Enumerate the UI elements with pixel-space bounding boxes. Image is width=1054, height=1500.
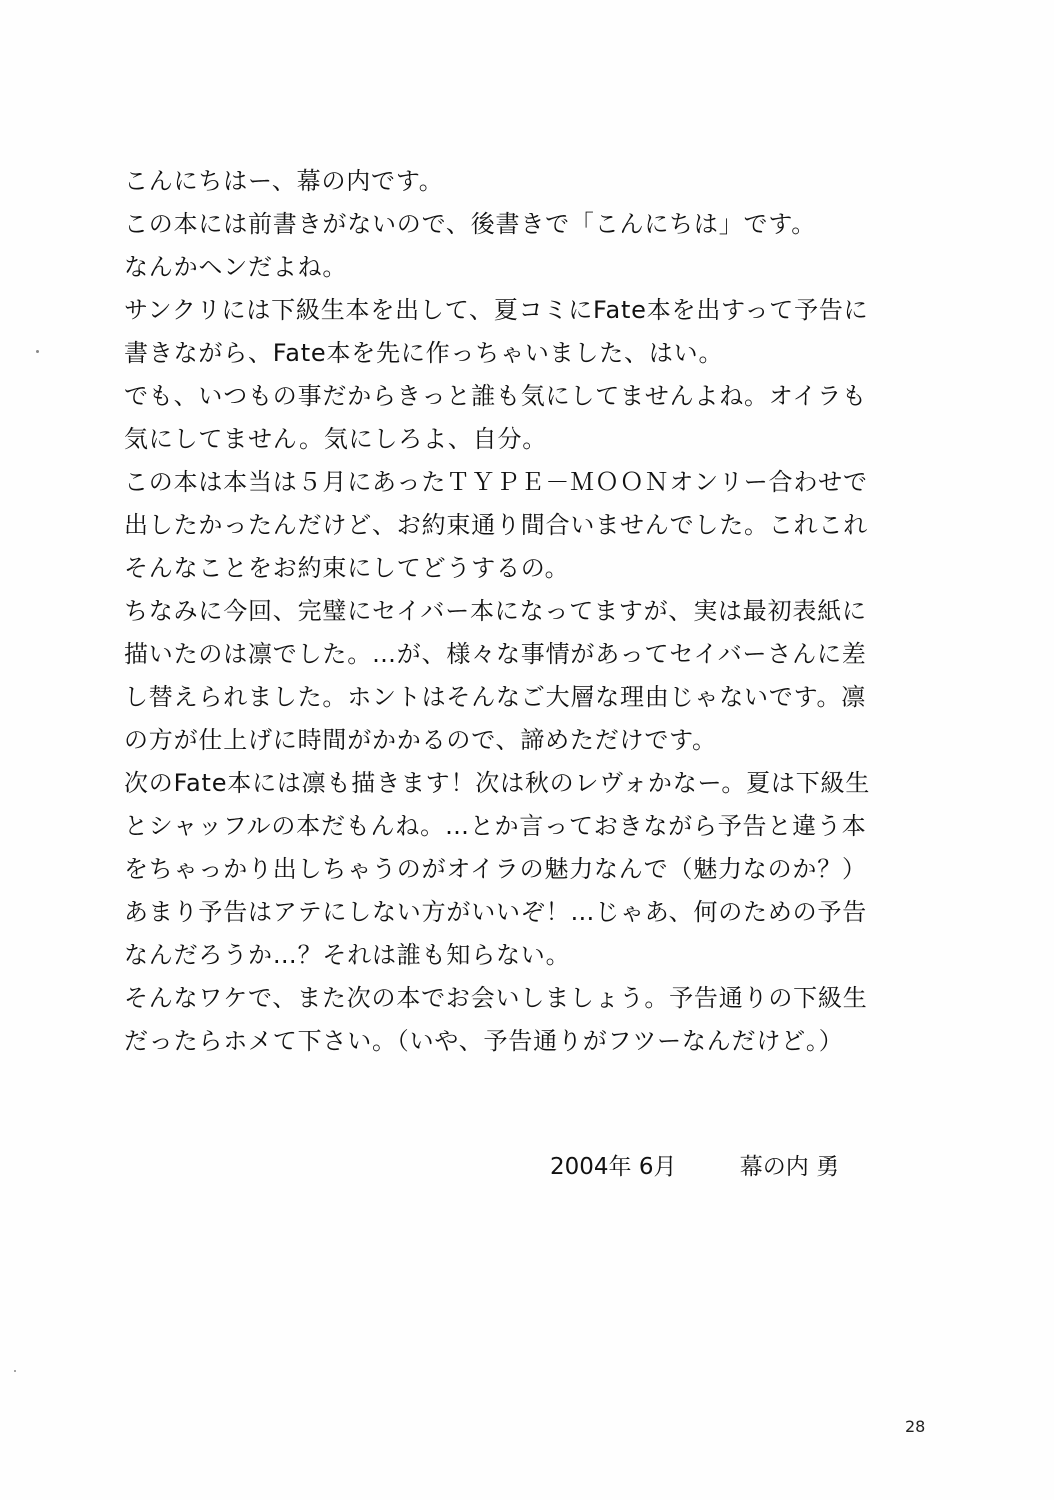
afterword-text: [124, 160, 924, 1063]
text-line: 気にしてません。気にしろよ、自分。: [124, 425, 548, 453]
text-line: でも、いつもの事だからきっと誰も気にしてませんよね。オイラも: [124, 382, 867, 410]
text-line: そんなワケで、また次の本でお会いしましょう。予告通りの下級生: [124, 984, 868, 1012]
text-line: 描いたのは凛でした。…が、様々な事情があってセイバーさんに差: [124, 640, 867, 668]
text-line: をちゃっかり出しちゃうのがオイラの魅力なんで（魅力なのか？）: [124, 855, 867, 883]
text-line: なんだろうか…？それは誰も知らない。: [124, 941, 571, 969]
text-line: し替えられました。ホントはそんなご大層な理由じゃないです。凛: [124, 683, 867, 711]
text-line: ちなみに今回、完璧にセイバー本になってますが、実は最初表紙に: [124, 597, 867, 625]
text-line: の方が仕上げに時間がかかるので、諦めただけです。: [124, 726, 717, 754]
text-line: 書きながら、Fate本を先に作っちゃいました、はい。: [124, 339, 724, 367]
text-line: この本には前書きがないので、後書きで「こんにちは」です。: [124, 210, 816, 238]
text-line: だったらホメて下さい。（いや、予告通りがフツーなんだけど。）: [124, 1027, 844, 1055]
scan-speck: [36, 350, 39, 353]
text-line: サンクリには下級生本を出して、夏コミにFate本を出すって予告に: [124, 296, 869, 324]
page-number: 28: [905, 1417, 926, 1436]
signature-author: 幕の内 勇: [739, 1154, 840, 1180]
text-line: そんなことをお約束にしてどうするの。: [124, 554, 570, 582]
text-line: この本は本当は５月にあったＴＹＰＥ－ＭＯＯＮオンリー合わせで: [124, 468, 868, 496]
scan-speck: [14, 1370, 16, 1372]
text-line: とシャッフルの本だもんね。…とか言っておきながら予告と違う本: [124, 812, 867, 840]
signature: [550, 1152, 839, 1182]
signature-date: 2004年 6月: [550, 1154, 677, 1180]
text-line: 次のFate本には凛も描きます！次は秋のレヴォかなー。夏は下級生: [124, 769, 871, 797]
text-line: 出したかったんだけど、お約束通り間合いませんでした。これこれ: [124, 511, 868, 539]
text-line: なんかヘンだよね。: [124, 253, 348, 281]
text-line: こんにちはー、幕の内です。: [124, 167, 444, 195]
text-line: あまり予告はアテにしない方がいいぞ！…じゃあ、何のための予告: [124, 898, 868, 926]
